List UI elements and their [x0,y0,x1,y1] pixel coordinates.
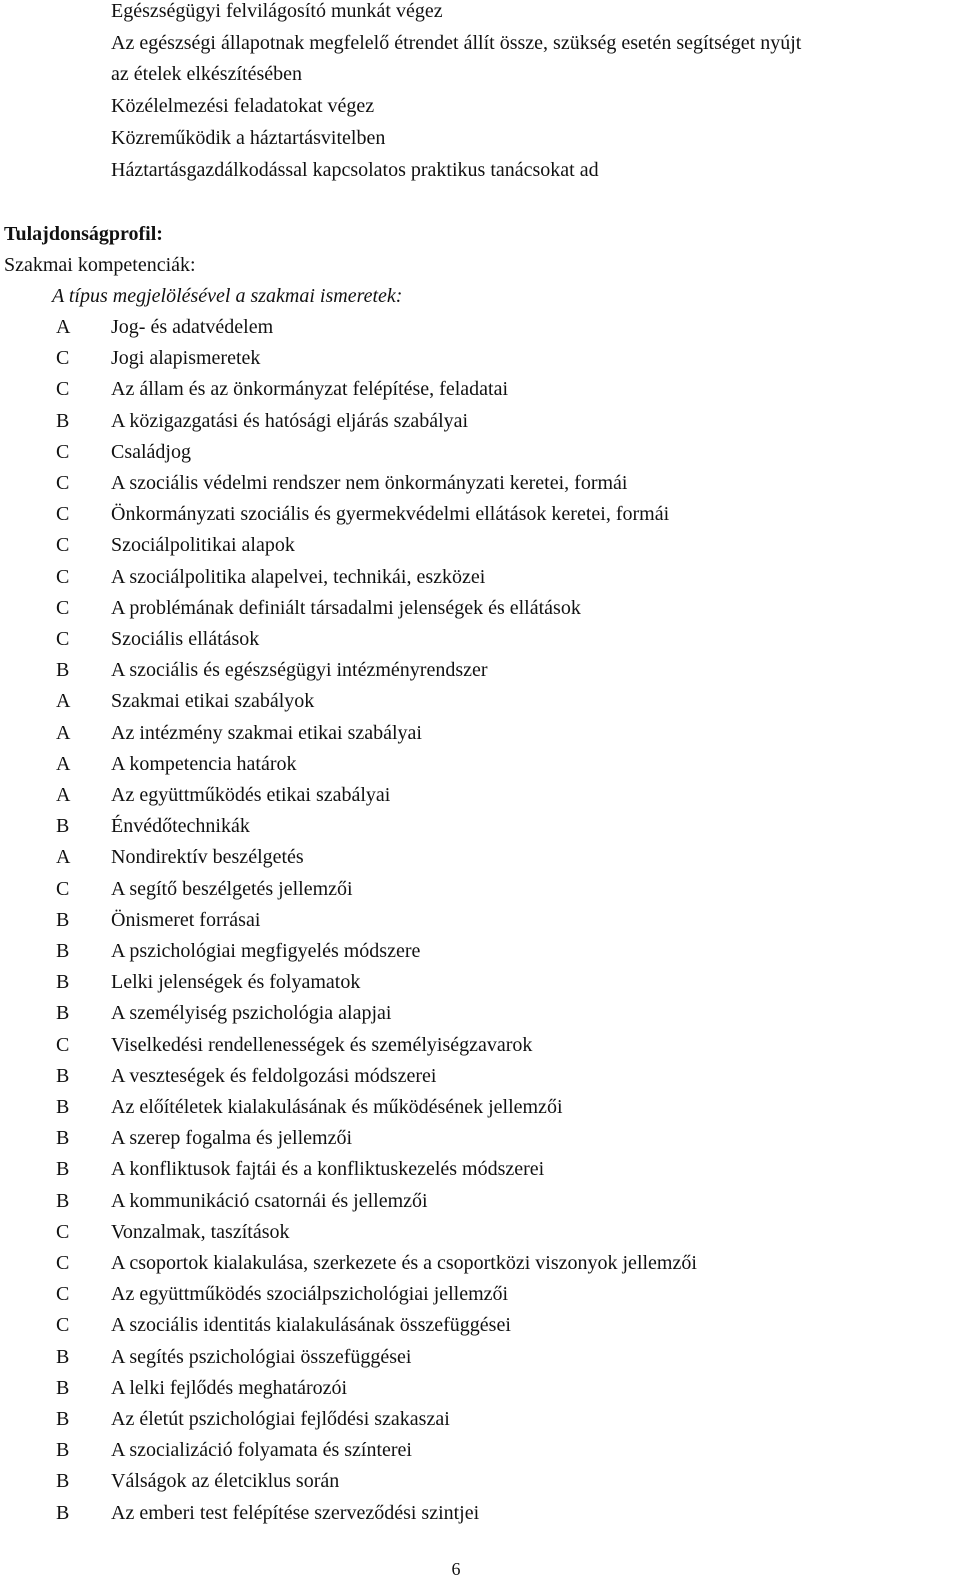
item-type-code: C [56,441,70,463]
item-text: Lelki jelenségek és folyamatok [111,971,361,993]
item-type-code: A [56,316,71,338]
item-text: A kommunikáció csatornái és jellemzői [111,1190,428,1212]
item-type-code: B [56,1502,70,1524]
intro-line: Háztartásgazdálkodással kapcsolatos praktikus tanácsokat ad [111,159,599,181]
intro-line: Egészségügyi felvilágosító munkát végez [111,0,443,22]
item-type-code: B [56,1439,70,1461]
item-text: A csoportok kialakulása, szerkezete és a csoportközi viszonyok jellemzői [111,1252,697,1274]
item-type-code: C [56,1283,70,1305]
item-type-code: B [56,410,70,432]
item-type-code: B [56,1127,70,1149]
item-text: Az életút pszichológiai fejlődési szakaszai [111,1408,450,1430]
item-text: Önkormányzati szociális és gyermekvédelmi ellátások keretei, formái [111,503,670,525]
item-type-code: B [56,1190,70,1212]
item-text: Jogi alapismeretek [111,347,261,369]
item-text: A szociális identitás kialakulásának összefüggései [111,1314,511,1336]
section-heading: Tulajdonságprofil: [4,223,163,245]
item-text: A szerep fogalma és jellemzői [111,1127,353,1149]
item-type-code: B [56,1408,70,1430]
intro-line: Közélelmezési feladatokat végez [111,95,375,117]
item-text: Az állam és az önkormányzat felépítése, feladatai [111,378,509,400]
item-text: A személyiség pszichológia alapjai [111,1002,392,1024]
item-text: Az emberi test felépítése szerveződési szintjei [111,1502,480,1524]
item-text: A szociális és egészségügyi intézményrendszer [111,659,488,681]
item-text: Családjog [111,441,191,463]
item-type-code: A [56,753,71,775]
page-number: 6 [451,1559,461,1579]
intro-line: Közreműködik a háztartásvitelben [111,127,386,149]
item-type-code: C [56,503,70,525]
item-type-code: B [56,1002,70,1024]
item-text: A szociális védelmi rendszer nem önkormányzati keretei, formái [111,472,628,494]
item-type-code: B [56,1158,70,1180]
item-type-code: A [56,690,71,712]
item-type-code: C [56,1314,70,1336]
section-description: A típus megjelölésével a szakmai ismeretek: [52,285,403,307]
item-text: Viselkedési rendellenességek és személyiségzavarok [111,1034,533,1056]
item-text: A konfliktusok fajtái és a konfliktuskezelés módszerei [111,1158,545,1180]
item-text: Válságok az életciklus során [111,1470,340,1492]
item-text: A szocializáció folyamata és színterei [111,1439,412,1461]
item-text: Az intézmény szakmai etikai szabályai [111,722,422,744]
item-text: Az együttműködés etikai szabályai [111,784,391,806]
item-text: Szociálpolitikai alapok [111,534,295,556]
item-type-code: A [56,722,71,744]
item-type-code: C [56,628,70,650]
item-text: Jog- és adatvédelem [111,316,274,338]
item-text: A pszichológiai megfigyelés módszere [111,940,421,962]
item-text: Önismeret forrásai [111,909,261,931]
item-type-code: B [56,1470,70,1492]
item-type-code: C [56,878,70,900]
section-subheading: Szakmai kompetenciák: [4,254,196,276]
item-type-code: B [56,659,70,681]
intro-line: Az egészségi állapotnak megfelelő étrendet állít össze, szükség esetén segítséget nyújt [111,32,802,54]
item-type-code: B [56,1065,70,1087]
item-type-code: C [56,347,70,369]
item-text: Nondirektív beszélgetés [111,846,304,868]
item-text: Szakmai etikai szabályok [111,690,315,712]
item-type-code: B [56,971,70,993]
item-text: A kompetencia határok [111,753,297,775]
item-type-code: C [56,1034,70,1056]
item-type-code: B [56,1346,70,1368]
item-type-code: B [56,909,70,931]
item-text: Az előítéletek kialakulásának és működésének jellemzői [111,1096,563,1118]
item-type-code: A [56,846,71,868]
item-type-code: B [56,1096,70,1118]
item-text: Szociális ellátások [111,628,260,650]
intro-line: az ételek elkészítésében [111,63,302,85]
item-text: Énvédőtechnikák [111,815,250,837]
item-type-code: B [56,1377,70,1399]
item-text: A segítő beszélgetés jellemzői [111,878,353,900]
item-text: A veszteségek és feldolgozási módszerei [111,1065,437,1087]
item-type-code: B [56,815,70,837]
item-text: A lelki fejlődés meghatározói [111,1377,348,1399]
item-text: A problémának definiált társadalmi jelenségek és ellátások [111,597,581,619]
item-type-code: C [56,472,70,494]
item-type-code: C [56,534,70,556]
item-type-code: C [56,1221,70,1243]
item-text: Az együttműködés szociálpszichológiai jellemzői [111,1283,509,1305]
item-text: Vonzalmak, taszítások [111,1221,290,1243]
item-text: A közigazgatási és hatósági eljárás szabályai [111,410,469,432]
item-type-code: C [56,378,70,400]
item-type-code: C [56,597,70,619]
item-text: A szociálpolitika alapelvei, technikái, eszközei [111,566,486,588]
item-type-code: A [56,784,71,806]
item-type-code: C [56,1252,70,1274]
item-type-code: B [56,940,70,962]
item-text: A segítés pszichológiai összefüggései [111,1346,412,1368]
item-type-code: C [56,566,70,588]
